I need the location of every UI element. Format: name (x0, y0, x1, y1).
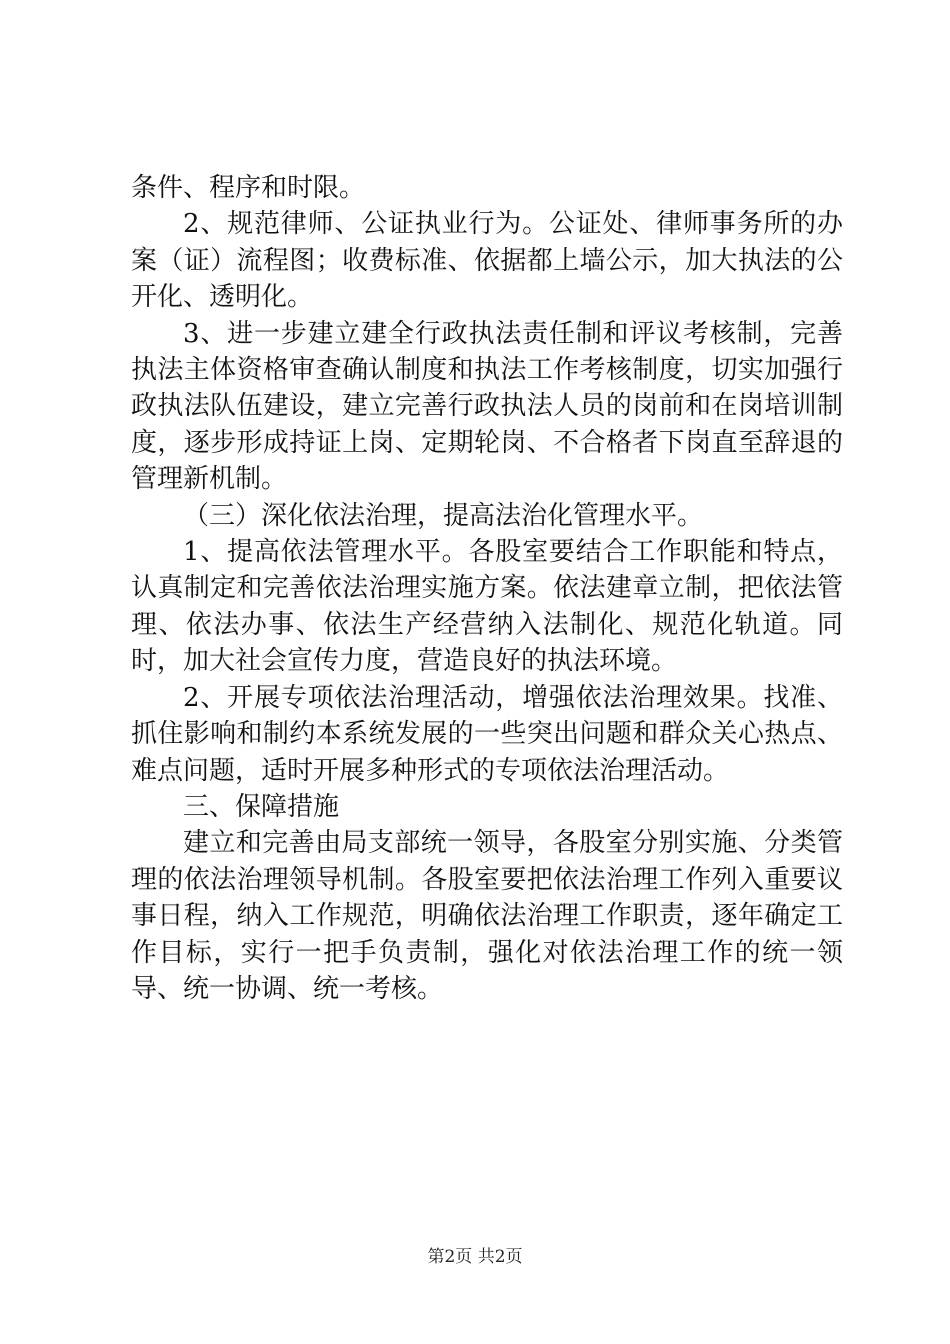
section-heading-deepen-governance: （三）深化依法治理，提高法治化管理水平。 (183, 500, 704, 531)
paragraph-item-management-level: 1、提高依法管理水平。各股室要结合工作职能和特点，认真制定和完善依法治理实施方案。依法建章立制，把依法管理、依法办事、依法生产经营纳入法制化、规范化轨道。同时，加大社会宣传力度，营造良好的执法环境。 (131, 537, 843, 677)
paragraph-safeguards-body: 建立和完善由局支部统一领导，各股室分别实施、分类管理的依法治理领导机制。各股室要把依法治理工作列入重要议事日程，纳入工作规范，明确依法治理工作职责，逐年确定工作目标，实行一把手负责制，强化对依法治理工作的统一领导、统一协调、统一考核。 (131, 828, 843, 1004)
paragraph-item-lawyer-notary: 2、规范律师、公证执业行为。公证处、律师事务所的办案（证）流程图；收费标准、依据都上墙公示，加大执法的公开化、透明化。 (131, 209, 843, 313)
paragraph-item-special-governance: 2、开展专项依法治理活动，增强依法治理效果。找准、抓住影响和制约本系统发展的一些突出问题和群众关心热点、难点问题，适时开展多种形式的专项依法治理活动。 (131, 682, 843, 786)
page-number-footer: 第2页 共2页 (427, 1247, 523, 1267)
paragraph-continuation: 条件、程序和时限。 (131, 173, 366, 203)
document-body (131, 170, 843, 1007)
section-heading-safeguards: 三、保障措施 (183, 791, 340, 822)
paragraph-item-responsibility-system: 3、进一步建立建全行政执法责任制和评议考核制，完善执法主体资格审查确认制度和执法工作考核制度，切实加强行政执法队伍建设，建立完善行政执法人员的岗前和在岗培训制度，逐步形成持证上岗、定期轮岗、不合格者下岗直至辞退的管理新机制。 (131, 318, 843, 495)
